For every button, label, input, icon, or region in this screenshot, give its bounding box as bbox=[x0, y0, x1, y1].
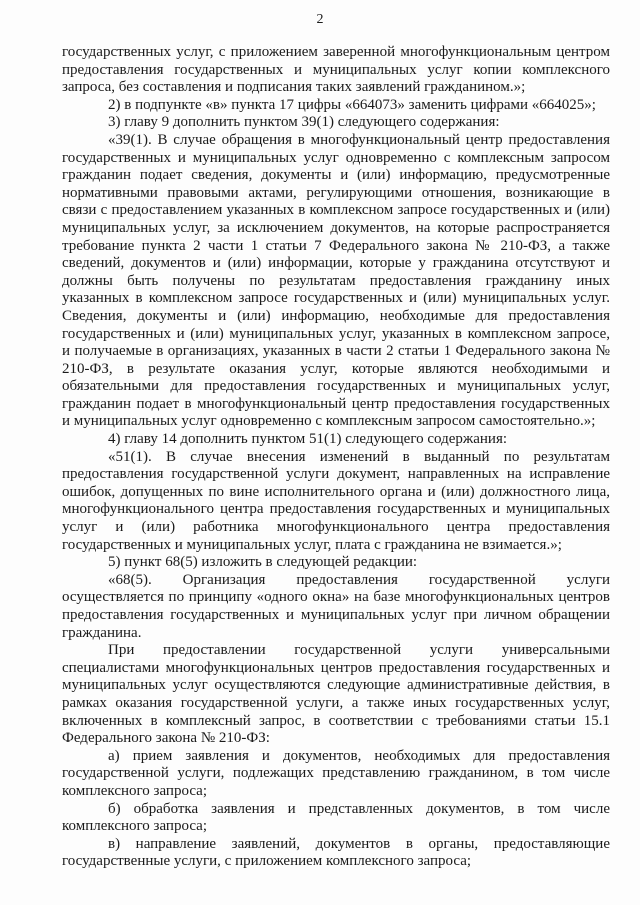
text-line: комплексного запроса; bbox=[62, 782, 207, 799]
text-line: государственных и (или) муниципальных услуг, указанных в комплексном запросе, bbox=[62, 325, 610, 342]
text-line: гражданина. bbox=[62, 624, 142, 641]
text-line: обязательными для предоставления государственных и муниципальных услуг, bbox=[62, 378, 610, 395]
text-line: муниципальных услуг, за исключением документов, на которые распространяется bbox=[62, 219, 610, 236]
text-line: предоставления государственных и муниципальных услуг при личном обращении bbox=[62, 607, 610, 623]
text-line: и муниципальных услуг одновременно с комплексным запросом самостоятельно.»; bbox=[62, 413, 596, 430]
document-body bbox=[62, 44, 610, 871]
text-line: государственных и муниципальных услуг, плата с гражданина не взимается.»; bbox=[62, 536, 562, 553]
text-line: включенных в комплексный запрос, в соответствии с требованиями статьи 15.1 bbox=[62, 712, 610, 729]
text-line: осуществляется по принципу «одного окна» на базе многофункциональных центров bbox=[62, 589, 610, 606]
text-line: «68(5). Организация предоставления государственной услуги bbox=[108, 571, 610, 588]
text-line: связи с предоставлением указанных в комплексном запросе государственных и (или) bbox=[62, 202, 610, 219]
text-line: Федерального закона № 210-ФЗ: bbox=[62, 730, 270, 747]
text-line: 2) в подпункте «в» пункта 17 цифры «664073» заменить цифрами «664025»; bbox=[108, 96, 596, 113]
text-line: сведений, документов и (или) информации, которые у гражданина отсутствуют и bbox=[62, 255, 610, 272]
text-line: Сведения, документы и (или) информацию, необходимые для предоставления bbox=[62, 307, 610, 324]
text-line: При предоставлении государственной услуги универсальными bbox=[108, 642, 610, 659]
text-line: должны быть получены по результатам предоставления гражданину иных bbox=[62, 272, 610, 289]
text-line: и получаемые в организациях, указанных в части 2 статьи 1 Федерального закона № bbox=[62, 343, 610, 360]
text-line: «51(1). В случае внесения изменений в выданный по результатам bbox=[108, 448, 610, 465]
text-line: государственных услуг, с приложением заверенной многофункциональным центром bbox=[62, 44, 610, 60]
text-line: муниципальных услуг осуществляются следующие административные действия, в bbox=[62, 677, 610, 694]
page-number: 2 bbox=[316, 12, 324, 27]
text-line: «39(1). В случае обращения в многофункциональный центр предоставления bbox=[108, 131, 610, 148]
text-line: государственные услуги, с приложением комплексного запроса; bbox=[62, 853, 472, 870]
text-line: в) направление заявлений, документов в органы, предоставляющие bbox=[108, 835, 610, 852]
text-line: государственной услуги, подлежащих представлению гражданином, в том числе bbox=[62, 765, 610, 782]
text-line: рамках оказания государственной услуги, а также иных государственных услуг, bbox=[62, 694, 610, 711]
text-line: гражданин подает сведения, документы и (или) информацию, предусмотренные bbox=[62, 167, 610, 184]
text-line: 3) главу 9 дополнить пунктом 39(1) следующего содержания: bbox=[108, 114, 500, 131]
text-line: нормативными правовыми актами, регулирующими отношения, возникающие в bbox=[62, 184, 610, 201]
text-line: 210-ФЗ, в результате оказания услуг, которые являются необходимыми и bbox=[62, 360, 610, 377]
text-line: требование пункта 2 части 1 статьи 7 Федерального закона № 210-ФЗ, а также bbox=[62, 237, 610, 254]
text-line: услуг и (или) работника многофункционального центра предоставления bbox=[62, 519, 610, 536]
text-line: запроса, без составления и подписания таких заявлений гражданином.»; bbox=[62, 79, 526, 96]
text-line: указанных в комплексном запросе государственных и (или) муниципальных услуг. bbox=[62, 290, 610, 307]
text-line: многофункционального центра предоставления государственных и муниципальных bbox=[62, 501, 610, 518]
text-line: предоставления государственной услуги документ, направленных на исправление bbox=[62, 466, 610, 483]
text-line: комплексного запроса; bbox=[62, 818, 207, 835]
text-line: б) обработка заявления и представленных документов, в том числе bbox=[108, 800, 610, 817]
text-line: государственных и муниципальных услуг одновременно с комплексным запросом bbox=[62, 149, 610, 166]
text-line: 4) главу 14 дополнить пунктом 51(1) следующего содержания: bbox=[108, 431, 508, 448]
text-line: предоставления государственных и муниципальных услуг копии комплексного bbox=[62, 61, 610, 78]
text-line: а) прием заявления и документов, необходимых для предоставления bbox=[108, 747, 610, 764]
text-line: специалистами многофункциональных центров предоставления государственных и bbox=[62, 659, 610, 676]
text-line: ошибок, допущенных по вине исполнительного органа и (или) должностного лица, bbox=[62, 483, 610, 500]
text-line: 5) пункт 68(5) изложить в следующей редакции: bbox=[108, 554, 418, 571]
text-line: гражданин подает в многофункциональный центр предоставления государственных bbox=[62, 395, 610, 412]
